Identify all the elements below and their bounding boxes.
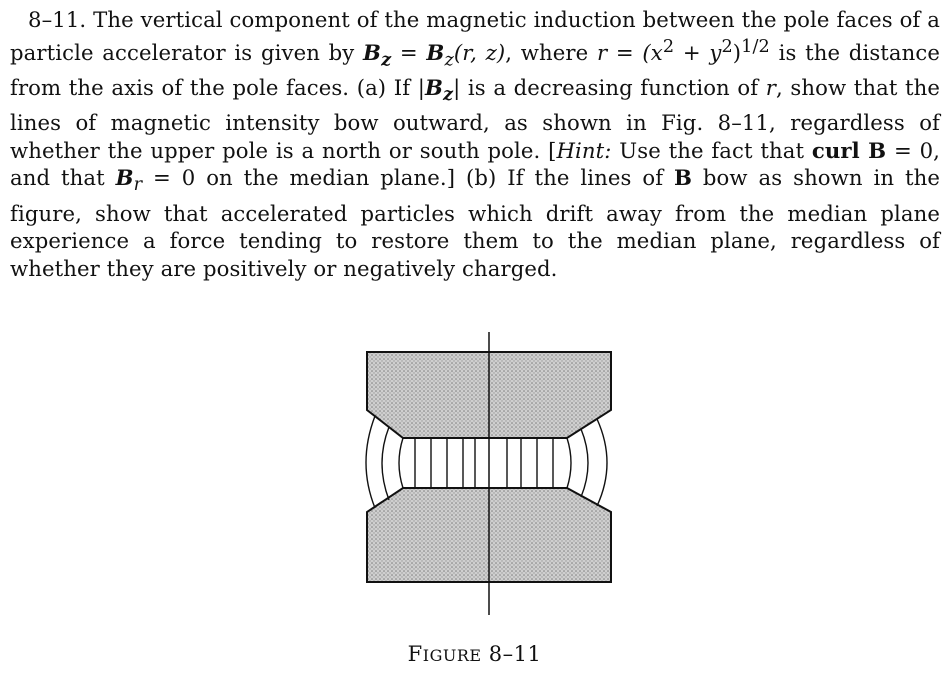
field-line-bowed bbox=[366, 416, 375, 508]
field-line-bowed bbox=[597, 419, 607, 506]
problem-seg8: = 0 on the median plane.] (b) If the lines of bbox=[142, 165, 675, 191]
square-2: 2 bbox=[721, 36, 733, 57]
abs-b-subscript: z bbox=[442, 84, 454, 106]
bz-func-symbol: B bbox=[426, 39, 445, 65]
curl-b: curl B bbox=[811, 137, 887, 163]
equals-1: = bbox=[391, 39, 427, 65]
bz-func-subscript: z bbox=[444, 49, 454, 70]
square-1: 2 bbox=[662, 36, 675, 57]
field-line-bowed bbox=[567, 438, 571, 488]
problem-seg6: Use the fact that bbox=[611, 137, 812, 163]
r-variable: r bbox=[596, 39, 608, 65]
field-line-bowed bbox=[399, 438, 403, 488]
br-symbol: B bbox=[115, 165, 134, 191]
abs-b-symbol: B bbox=[424, 75, 443, 101]
field-line-bowed bbox=[382, 427, 389, 500]
figure-caption bbox=[0, 642, 949, 666]
problem-seg5: , show that the lines of magnetic intensity bow outward, as shown in Fig. 8–11, regardless of whether the upper pole is a north or south pole. [ bbox=[10, 75, 941, 163]
caption-number: 8–11 bbox=[481, 642, 542, 666]
close-paren: ) bbox=[732, 39, 742, 65]
r-definition: = (x bbox=[607, 39, 663, 65]
bz-args: (r, z) bbox=[453, 39, 506, 65]
caption-rest: IGURE bbox=[422, 646, 482, 665]
problem-number: 8–11. bbox=[28, 7, 87, 32]
bz-subscript: z bbox=[381, 48, 392, 70]
problem-seg9: bow as shown in the figure, show that accelerated particles which drift away from the median plane experience a force tending to restore them to the median plane, regardless of whether they are positively or negatively charged. bbox=[10, 165, 941, 281]
figure-8-11 bbox=[355, 330, 625, 620]
problem-text bbox=[10, 6, 940, 282]
br-subscript: r bbox=[133, 175, 143, 196]
problem-seg4: | is a decreasing function of bbox=[453, 75, 766, 101]
problem-seg3: is the distance from the axis of the pole faces. (a) If | bbox=[10, 39, 940, 101]
problem-seg1: The vertical component of the magnetic induction between the pole faces of a particle accelerator is given by bbox=[10, 7, 940, 65]
plus-y: + y bbox=[674, 39, 722, 65]
half-power: 1/2 bbox=[741, 36, 770, 57]
pole-faces-diagram bbox=[355, 330, 625, 620]
b-bold-symbol: B bbox=[674, 165, 693, 191]
problem-seg7: = 0, and that bbox=[10, 137, 940, 191]
problem-seg2: , where bbox=[505, 39, 597, 65]
hint-word: Hint: bbox=[556, 137, 612, 163]
bz-symbol: B bbox=[363, 39, 382, 65]
caption-first-letter: F bbox=[407, 642, 423, 666]
r-variable-2: r bbox=[765, 75, 776, 101]
field-line-bowed bbox=[581, 429, 588, 497]
